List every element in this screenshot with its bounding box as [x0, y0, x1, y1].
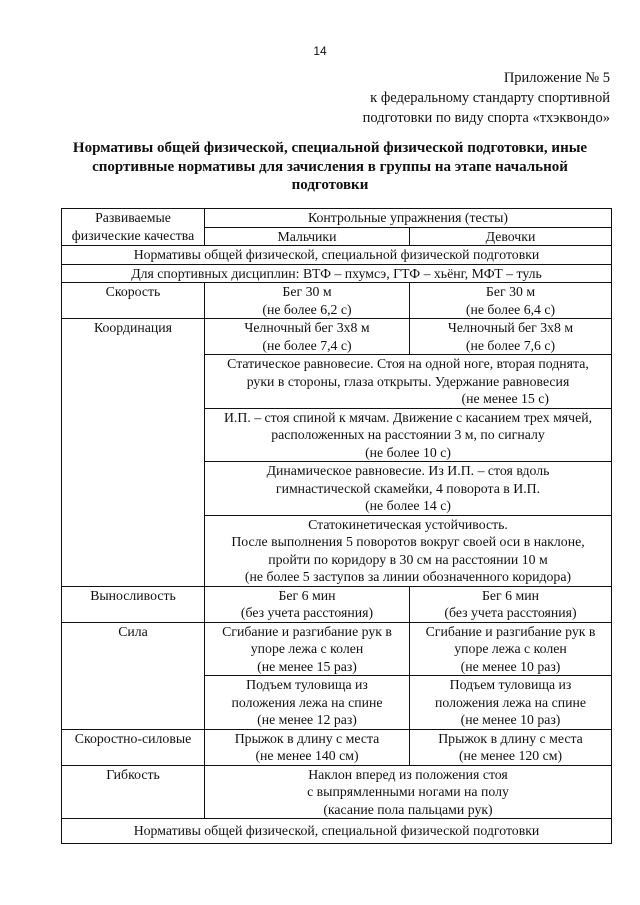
table-row [62, 319, 612, 355]
table-row [62, 586, 612, 622]
section-ofp: Нормативы общей физической, специальной физической подготовки [62, 246, 612, 265]
norms-table [61, 208, 612, 844]
pushup-boys: Сгибание и разгибание рук в упоре лежа с колен (не менее 15 раз) [205, 622, 410, 676]
title-line: Нормативы общей физической, специальной физической подготовки, иные [72, 140, 588, 156]
table-header-row [62, 209, 612, 228]
jump-boys: Прыжок в длину с места (не менее 140 см) [205, 729, 410, 765]
document-title [40, 139, 620, 195]
speed-boys: Бег 30 м (не более 6,2 с) [205, 283, 410, 319]
table-row [62, 264, 612, 283]
balls-touch: И.П. – стоя спиной к мячам. Движение с касанием трех мячей, расположенных на расстоянии 3 м, по сигналу (не более 10 с) [205, 408, 612, 462]
endurance-boys: Бег 6 мин (без учета расстояния) [205, 586, 410, 622]
quality-endurance: Выносливость [62, 586, 205, 622]
quality-coordination: Координация [62, 319, 205, 587]
page-number: 14 [313, 44, 327, 58]
forward-bend: Наклон вперед из положения стоя с выпрямленными ногами на полу (касание пола пальцами рук) [205, 765, 612, 819]
header-boys: Мальчики [205, 227, 410, 246]
header-girls: Девочки [410, 227, 612, 246]
statokinetic-stability: Статокинетическая устойчивость. После выполнения 5 поворотов вокруг своей оси в наклоне, пройти по коридору в 30 см на расстоянии 10 м (не более 5 заступов за линии обозначенного коридора) [205, 515, 612, 586]
quality-speed-strength: Скоростно-силовые [62, 729, 205, 765]
jump-girls: Прыжок в длину с места (не менее 120 см) [410, 729, 612, 765]
quality-strength: Сила [62, 622, 205, 729]
appendix-line: к федеральному стандарту спортивной [370, 90, 610, 106]
table-row [62, 246, 612, 265]
appendix-line: подготовки по виду спорта «тхэквондо» [362, 110, 610, 126]
title-line: спортивные нормативы для зачисления в группы на этапе начальной [92, 158, 568, 175]
appendix-line: Приложение № 5 [503, 70, 610, 86]
speed-girls: Бег 30 м (не более 6,4 с) [410, 283, 612, 319]
table-row [62, 283, 612, 319]
quality-speed: Скорость [62, 283, 205, 319]
quality-flexibility: Гибкость [62, 765, 205, 819]
pushup-girls: Сгибание и разгибание рук в упоре лежа с колен (не менее 10 раз) [410, 622, 612, 676]
header-physical-qualities: Развиваемые физические качества [62, 209, 205, 246]
title-line: подготовки [291, 177, 369, 193]
endurance-girls: Бег 6 мин (без учета расстояния) [410, 586, 612, 622]
situp-boys: Подъем туловища из положения лежа на спине (не менее 12 раз) [205, 676, 410, 730]
table-row [62, 622, 612, 676]
table-row [62, 729, 612, 765]
appendix-header [363, 68, 610, 128]
section-ofp-2: Нормативы общей физической, специальной физической подготовки [62, 819, 612, 844]
disciplines-row: Для спортивных дисциплин: ВТФ – пхумсэ, ГТФ – хьёнг, МФТ – туль [62, 264, 612, 283]
situp-girls: Подъем туловища из положения лежа на спине (не менее 10 раз) [410, 676, 612, 730]
shuttle-boys: Челночный бег 3x8 м (не более 7,4 с) [205, 319, 410, 355]
table-row [62, 819, 612, 844]
header-control-exercises: Контрольные упражнения (тесты) [205, 209, 612, 228]
dynamic-balance: Динамическое равновесие. Из И.П. – стоя вдоль гимнастической скамейки, 4 поворота в И.П. (не более 14 с) [205, 462, 612, 516]
static-balance: Статическое равновесие. Стоя на одной ноге, вторая поднята, руки в стороны, глаза открыты. Удержание равновесия (не менее 15 с) [205, 355, 612, 409]
table-row [62, 765, 612, 819]
shuttle-girls: Челночный бег 3x8 м (не более 7,6 с) [410, 319, 612, 355]
